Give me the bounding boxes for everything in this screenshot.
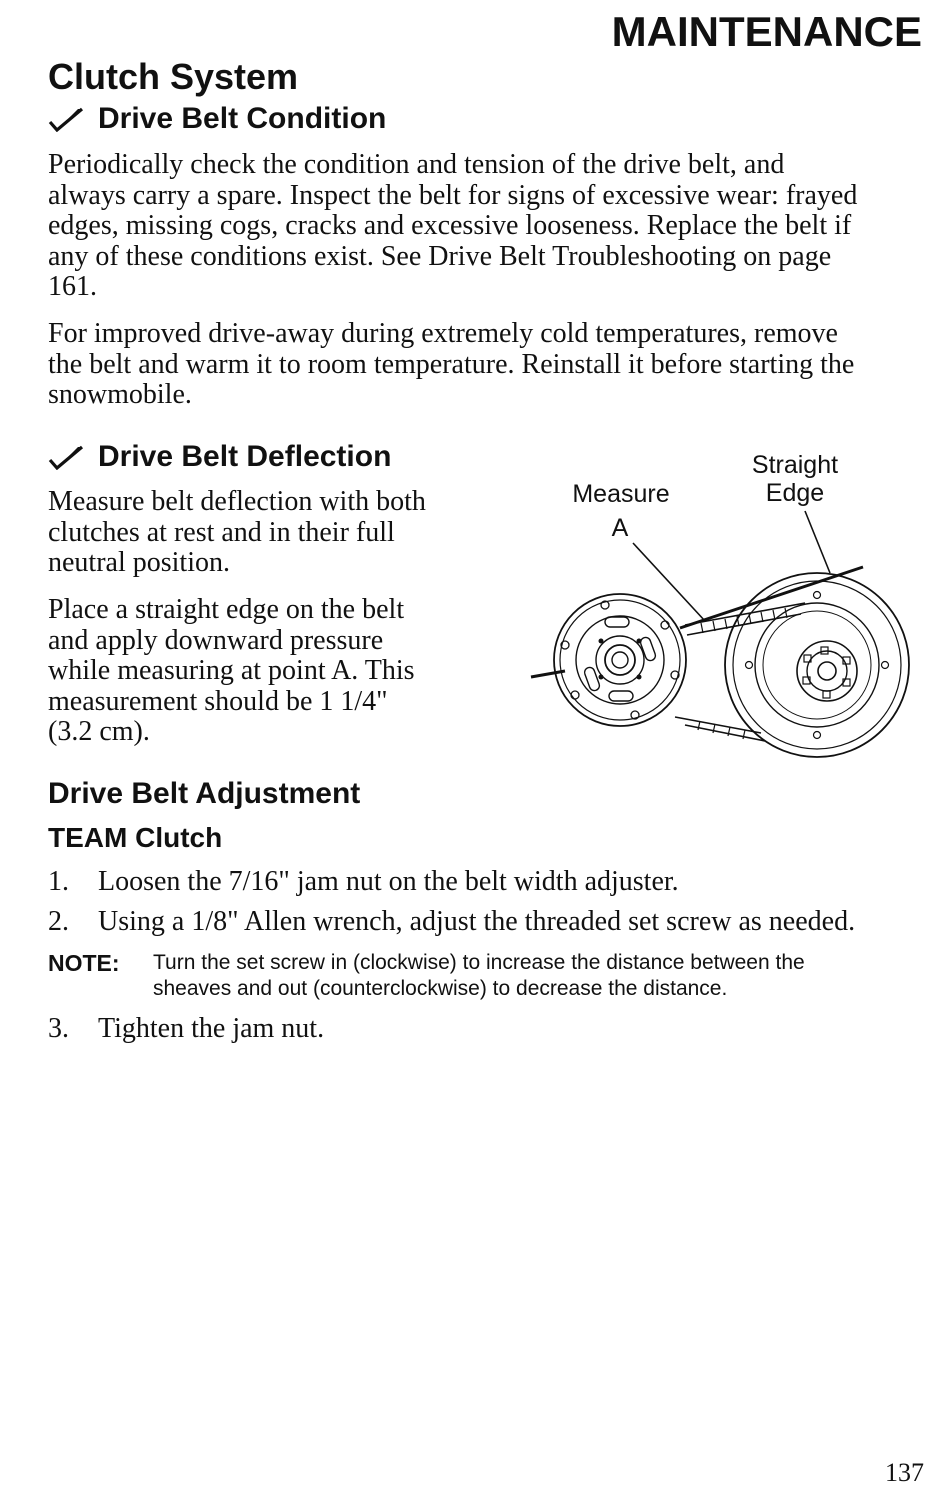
belt-condition-paragraph-2 bbox=[48, 319, 928, 411]
text-line: Place a straight edge on the belt bbox=[48, 594, 405, 625]
page-number: 137 bbox=[885, 1458, 924, 1487]
text-line: Turn the set screw in (clockwise) to increase the distance between the bbox=[153, 951, 805, 974]
page-heading: Clutch System bbox=[48, 56, 299, 97]
belt-deflection-paragraph-1 bbox=[48, 487, 488, 579]
text-line: For improved drive-away during extremely cold temperatures, remove bbox=[48, 318, 838, 349]
text-line: while measuring at point A. This bbox=[48, 655, 415, 686]
step-number: 3. bbox=[48, 1013, 69, 1044]
step-2 bbox=[48, 906, 855, 938]
figure-label-measure: Measure bbox=[572, 480, 670, 508]
figure-label-a: A bbox=[611, 514, 629, 542]
step-text: Tighten the jam nut. bbox=[98, 1013, 325, 1044]
belt-deflection-figure bbox=[525, 445, 925, 765]
note-block bbox=[48, 950, 928, 1002]
text-line: Periodically check the condition and tension of the drive belt, and bbox=[48, 149, 785, 180]
step-text: Loosen the 7/16" jam nut on the belt width adjuster. bbox=[98, 866, 679, 897]
figure-label-edge: Edge bbox=[765, 479, 825, 507]
text-line: any of these conditions exist. See Drive Belt Troubleshooting on page bbox=[48, 240, 832, 272]
belt-adjustment-heading: Drive Belt Adjustment bbox=[48, 777, 361, 810]
clutch-belt-illustration bbox=[525, 445, 925, 765]
step-number: 1. bbox=[48, 866, 69, 897]
note-text bbox=[153, 950, 805, 1002]
text-line: snowmobile. bbox=[48, 379, 192, 410]
section-title: MAINTENANCE bbox=[611, 8, 922, 55]
belt-deflection-title: Drive Belt Deflection bbox=[98, 440, 392, 473]
text-line: neutral position. bbox=[48, 547, 230, 578]
belt-condition-heading bbox=[48, 102, 386, 136]
belt-condition-title: Drive Belt Condition bbox=[98, 102, 387, 135]
text-line: the belt and warm it to room temperature. Reinstall it before starting the bbox=[48, 348, 855, 380]
step-text: Using a 1/8" Allen wrench, adjust the threaded set screw as needed. bbox=[98, 906, 856, 937]
note-label: NOTE: bbox=[48, 950, 120, 976]
checkmark-icon bbox=[48, 106, 84, 132]
text-line: sheaves and out (counterclockwise) to decrease the distance. bbox=[153, 977, 728, 1000]
belt-deflection-heading bbox=[48, 440, 391, 474]
checkmark-icon bbox=[48, 444, 84, 470]
text-line: always carry a spare. Inspect the belt for signs of excessive wear: frayed bbox=[48, 179, 858, 211]
text-line: clutches at rest and in their full bbox=[48, 516, 395, 548]
step-number: 2. bbox=[48, 906, 69, 937]
text-line: Measure belt deflection with both bbox=[48, 486, 426, 517]
text-line: and apply downward pressure bbox=[48, 624, 384, 656]
figure-label-straight: Straight bbox=[751, 451, 839, 479]
text-line: (3.2 cm). bbox=[48, 716, 150, 747]
text-line: measurement should be 1 1/4" bbox=[48, 685, 388, 717]
belt-deflection-paragraph-2 bbox=[48, 595, 488, 748]
team-clutch-subheading: TEAM Clutch bbox=[48, 822, 223, 853]
belt-condition-paragraph-1 bbox=[48, 150, 928, 303]
text-line: edges, missing cogs, cracks and excessive looseness. Replace the belt if bbox=[48, 210, 852, 241]
step-3 bbox=[48, 1013, 324, 1045]
step-1 bbox=[48, 866, 679, 898]
text-line: 161. bbox=[48, 271, 97, 302]
